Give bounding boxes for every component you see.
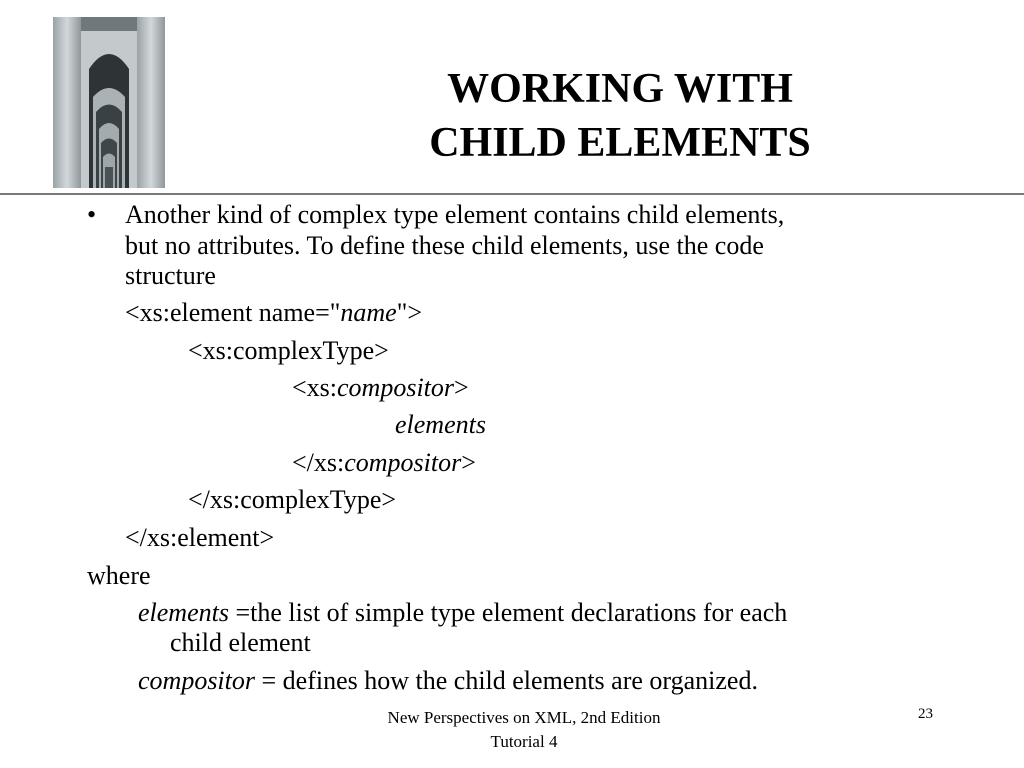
code-placeholder-elements: elements [395,410,486,439]
title-line-1: WORKING WITH [447,66,793,112]
code-text: > [454,373,469,402]
code-text: <xs:element name=" [125,298,341,327]
bullet-text-line-2: but no attributes. To define these child elements, use the code [125,231,764,260]
code-line-elements [395,410,486,440]
bridge-arches-photo-icon [53,17,165,188]
definition-compositor [138,666,758,696]
definition-text: = defines how the child elements are organized. [255,666,758,695]
bullet-text-line-1: Another kind of complex type element contains child elements, [125,200,785,229]
title-line-2: CHILD ELEMENTS [429,120,811,166]
title-divider [0,193,1024,195]
footer-book-title: New Perspectives on XML, 2nd Edition [387,708,661,727]
bullet-marker: • [87,200,97,229]
code-line-element-close: </xs:element> [125,523,275,552]
definition-elements-continued: child element [170,628,311,657]
code-text: </xs: [292,448,345,477]
page-number: 23 [918,706,933,722]
code-placeholder-name: name [340,298,397,327]
code-line-complextype-close: </xs:complexType> [188,485,397,514]
code-text: <xs: [292,373,338,402]
where-label: where [87,561,151,590]
code-line-compositor-close [292,448,476,478]
code-text: > [461,448,476,477]
slide-footer [334,706,714,754]
definition-elements [138,598,787,628]
definition-term: compositor [138,666,255,695]
code-placeholder-compositor: compositor [344,448,462,477]
slide-title [300,62,940,170]
code-placeholder-compositor: compositor [337,373,455,402]
code-text: "> [396,298,422,327]
definition-text: =the list of simple type element declarations for each [228,598,788,627]
code-line-element-open [125,298,422,328]
bullet-text-line-3: structure [125,261,216,290]
definition-term: elements [138,598,229,627]
code-line-compositor-open [292,373,469,403]
code-line-complextype-open: <xs:complexType> [188,336,389,365]
footer-tutorial: Tutorial 4 [490,732,558,751]
